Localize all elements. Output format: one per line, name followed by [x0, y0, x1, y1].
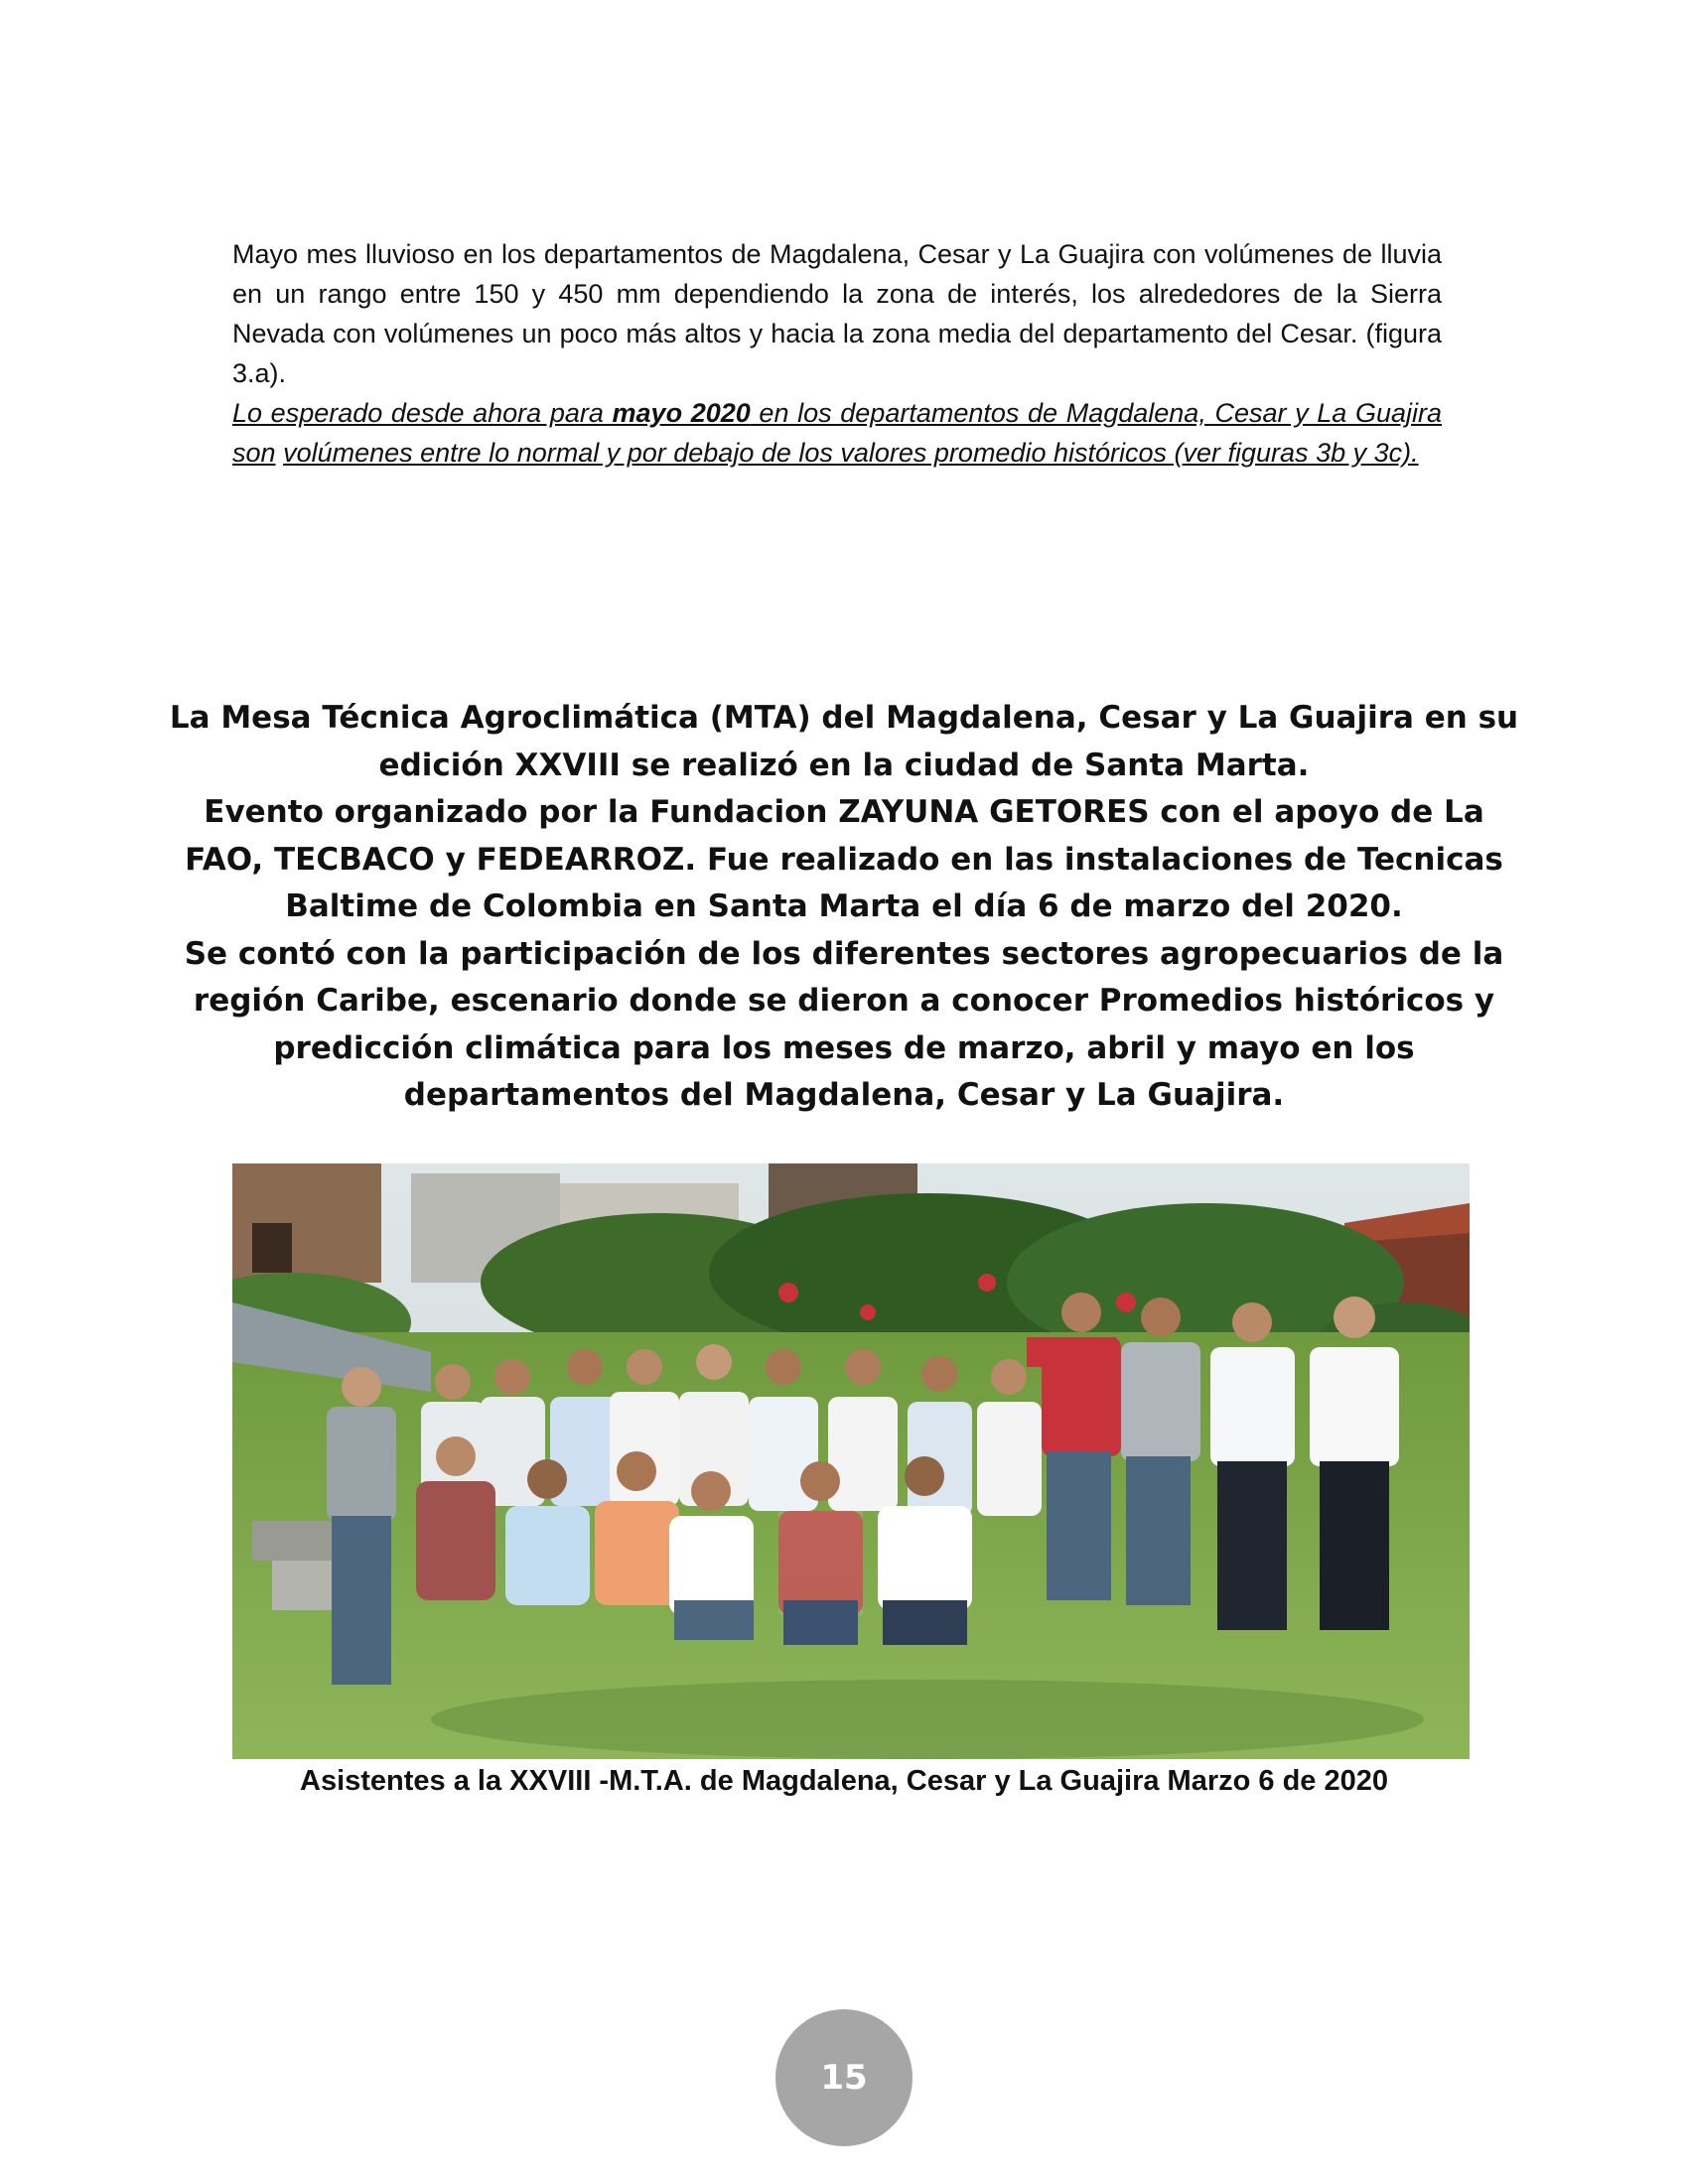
event-line: La Mesa Técnica Agroclimática (MTA) del Magdalena, Cesar y La Guajira en su — [169, 700, 1519, 736]
event-line: región Caribe, escenario donde se dieron a conocer Promedios históricos y — [193, 983, 1495, 1019]
forecast-text-part3 — [276, 438, 284, 468]
paragraph-may-2020-forecast — [232, 393, 1442, 473]
page-number: 15 — [820, 2058, 868, 2098]
event-line: Baltime de Colombia en Santa Marta el día 6 de marzo del 2020. — [285, 888, 1403, 924]
event-line: Se contó con la participación de los diferentes sectores agropecuarios de la — [184, 935, 1504, 972]
page-number-badge — [775, 2009, 913, 2146]
event-line: edición XXVIII se realizó en la ciudad de Santa Marta. — [378, 747, 1310, 783]
event-line: Evento organizado por la Fundacion ZAYUNA GETORES con el apoyo de La — [204, 794, 1484, 830]
forecast-text-part1: Lo esperado desde ahora para — [232, 398, 613, 428]
group-photo-illustration — [232, 1163, 1470, 1759]
event-line: departamentos del Magdalena, Cesar y La Guajira. — [403, 1077, 1285, 1113]
group-photo — [232, 1163, 1470, 1759]
forecast-text-part2: en los departamentos de Magdalena, Cesar y La Guajira son — [232, 398, 1442, 468]
event-line: predicción climática para los meses de marzo, abril y mayo en los — [273, 1029, 1415, 1066]
forecast-text-part4: volúmenes entre lo normal y por debajo de los valores promedio históricos (ver figuras 3b y 3c). — [283, 438, 1419, 468]
photo-caption: Asistentes a la XXVIII -M.T.A. de Magdalena, Cesar y La Guajira Marzo 6 de 2020 — [300, 1765, 1388, 1797]
paragraph-may-rainfall: Mayo mes lluvioso en los departamentos de Magdalena, Cesar y La Guajira con volúmenes de lluvia en un rango entre 150 y 450 mm dependiendo la zona de interés, los alrededores de la Sierra Nevada con volúmenes un poco más altos y hacia la zona media del departamento del Cesar. (figura 3.a). — [232, 239, 1442, 388]
event-line: FAO, TECBACO y FEDEARROZ. Fue realizado en las instalaciones de Tecnicas — [185, 841, 1503, 878]
event-description — [169, 695, 1519, 1120]
forecast-text-bold: mayo 2020 — [612, 398, 751, 428]
